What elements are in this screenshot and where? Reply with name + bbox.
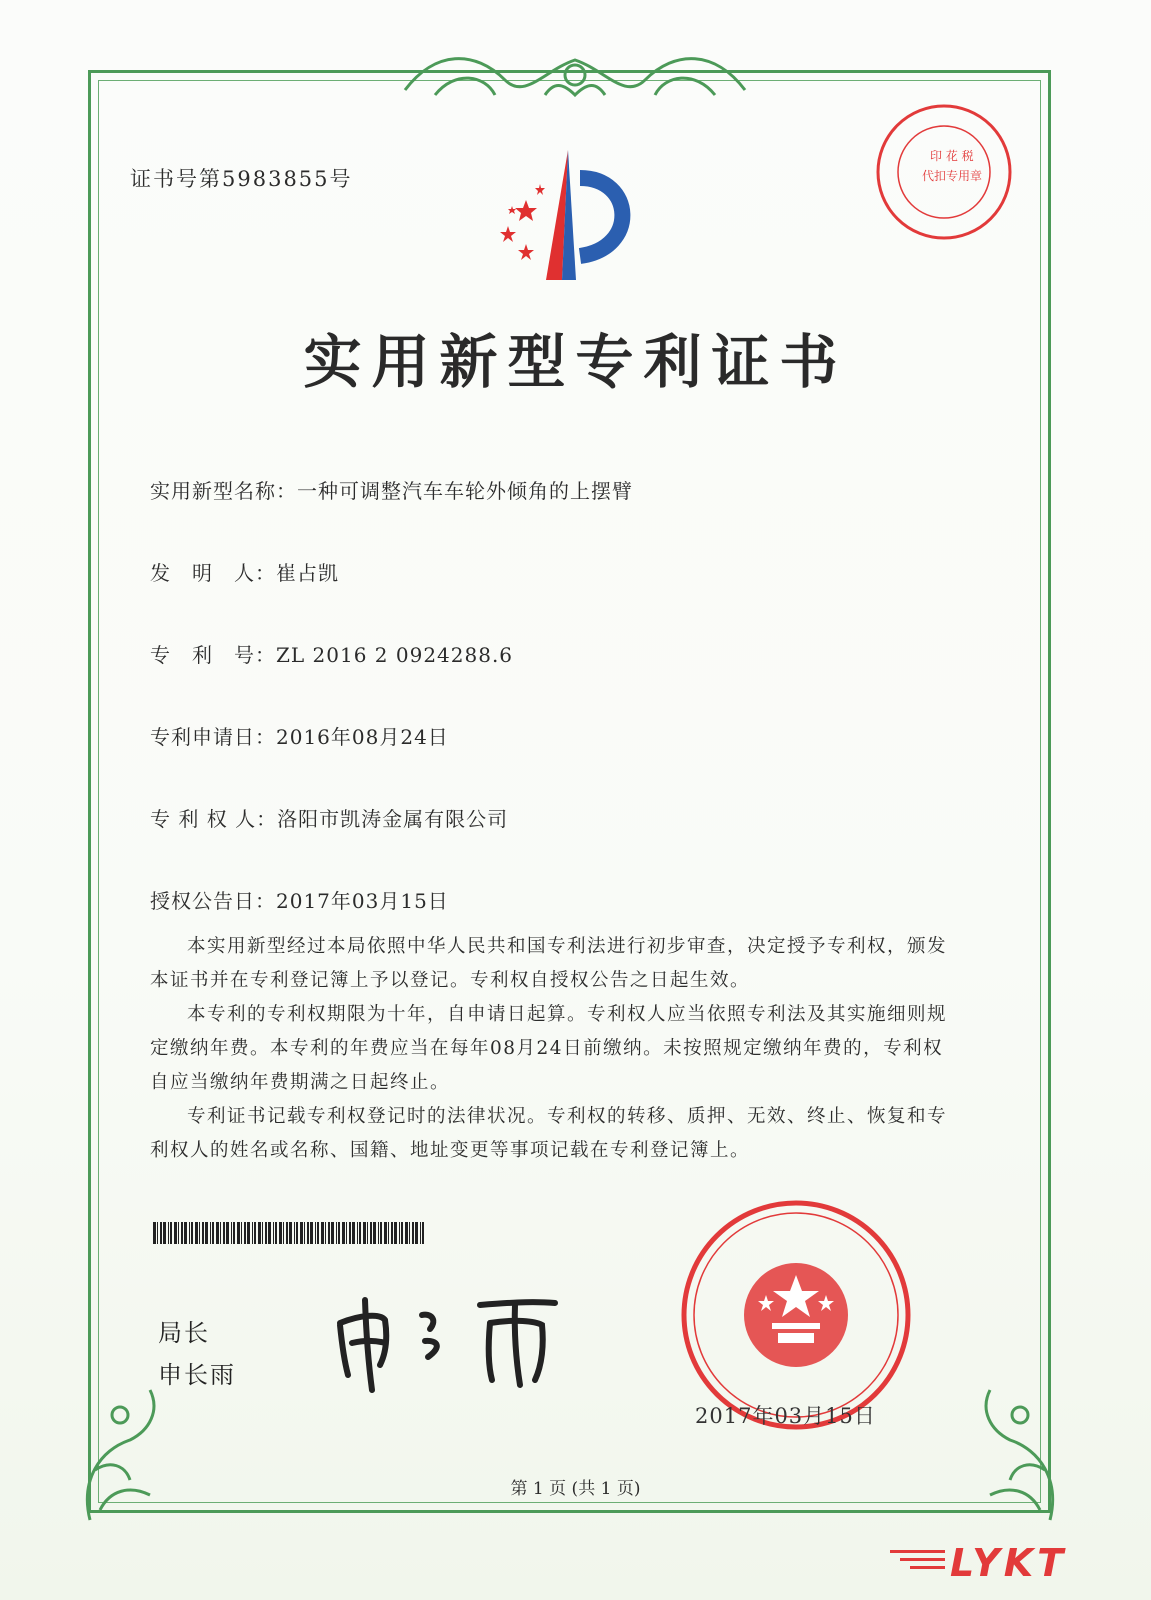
body-paragraph: 本实用新型经过本局依照中华人民共和国专利法进行初步审查，决定授予专利权，颁发本证书并在专利登记簿上予以登记。专利权自授权公告之日起生效。 [150, 936, 948, 991]
field-utility-model-name [150, 475, 633, 504]
tax-seal-stamp-icon [872, 100, 1017, 245]
field-value: ZL 2016 2 0924288.6 [276, 643, 514, 667]
field-value: 崔占凯 [276, 561, 339, 585]
lykt-brand-logo-icon [890, 1536, 1120, 1586]
field-value: 一种可调整汽车车轮外倾角的上摆臂 [297, 479, 633, 503]
body-paragraph: 本专利的专利权期限为十年，自申请日起算。专利权人应当依照专利法及其实施细则规定缴纳年费。本专利的年费应当在每年08月24日前缴纳。未按照规定缴纳年费的，专利权自应当缴纳年费期满之日起终止。 [150, 1004, 948, 1093]
top-ornament-icon [395, 40, 755, 110]
field-grant-date [150, 885, 449, 914]
certificate-body [150, 930, 958, 1168]
field-label: 发 明 人： [150, 561, 276, 585]
field-patent-number [150, 639, 513, 668]
certificate-number: 证书号第5983855号 [130, 167, 353, 191]
corner-ornament-bottom-left-icon [70, 1370, 180, 1530]
official-seal-stamp-icon [676, 1195, 916, 1435]
svg-text:印 花 税: 印 花 税 [930, 149, 974, 163]
director-signature-icon [330, 1285, 570, 1395]
director-title: 局长 [158, 1319, 210, 1347]
field-label: 专 利 号： [150, 643, 276, 667]
certificate-title: 实用新型专利证书 [303, 328, 848, 396]
field-value: 2016年08月24日 [276, 725, 449, 749]
field-value: 洛阳市凯涛金属有限公司 [277, 807, 509, 831]
director-name: 申长雨 [158, 1361, 236, 1389]
field-label: 专 利 权 人： [150, 807, 278, 831]
brand-text: LYKT [950, 1541, 1068, 1585]
seal-date: 2017年03月15日 [695, 1404, 876, 1428]
svg-text:代扣专用章: 代扣专用章 [922, 169, 983, 183]
body-paragraph: 专利证书记载专利权登记时的法律状况。专利权的转移、质押、无效、终止、恢复和专利权人的姓名或名称、国籍、地址变更等事项记载在专利登记簿上。 [150, 1106, 948, 1161]
field-label: 专利申请日： [150, 725, 276, 749]
field-label: 实用新型名称： [150, 479, 297, 503]
cnipa-logo-icon [484, 148, 644, 288]
field-patentee [150, 803, 508, 832]
barcode-icon [153, 1222, 428, 1244]
field-application-date [150, 721, 449, 750]
page-number: 第 1 页 (共 1 页) [510, 1479, 641, 1499]
field-inventor [150, 557, 339, 586]
corner-ornament-bottom-right-icon [960, 1370, 1070, 1530]
field-value: 2017年03月15日 [276, 889, 449, 913]
field-label: 授权公告日： [150, 889, 276, 913]
